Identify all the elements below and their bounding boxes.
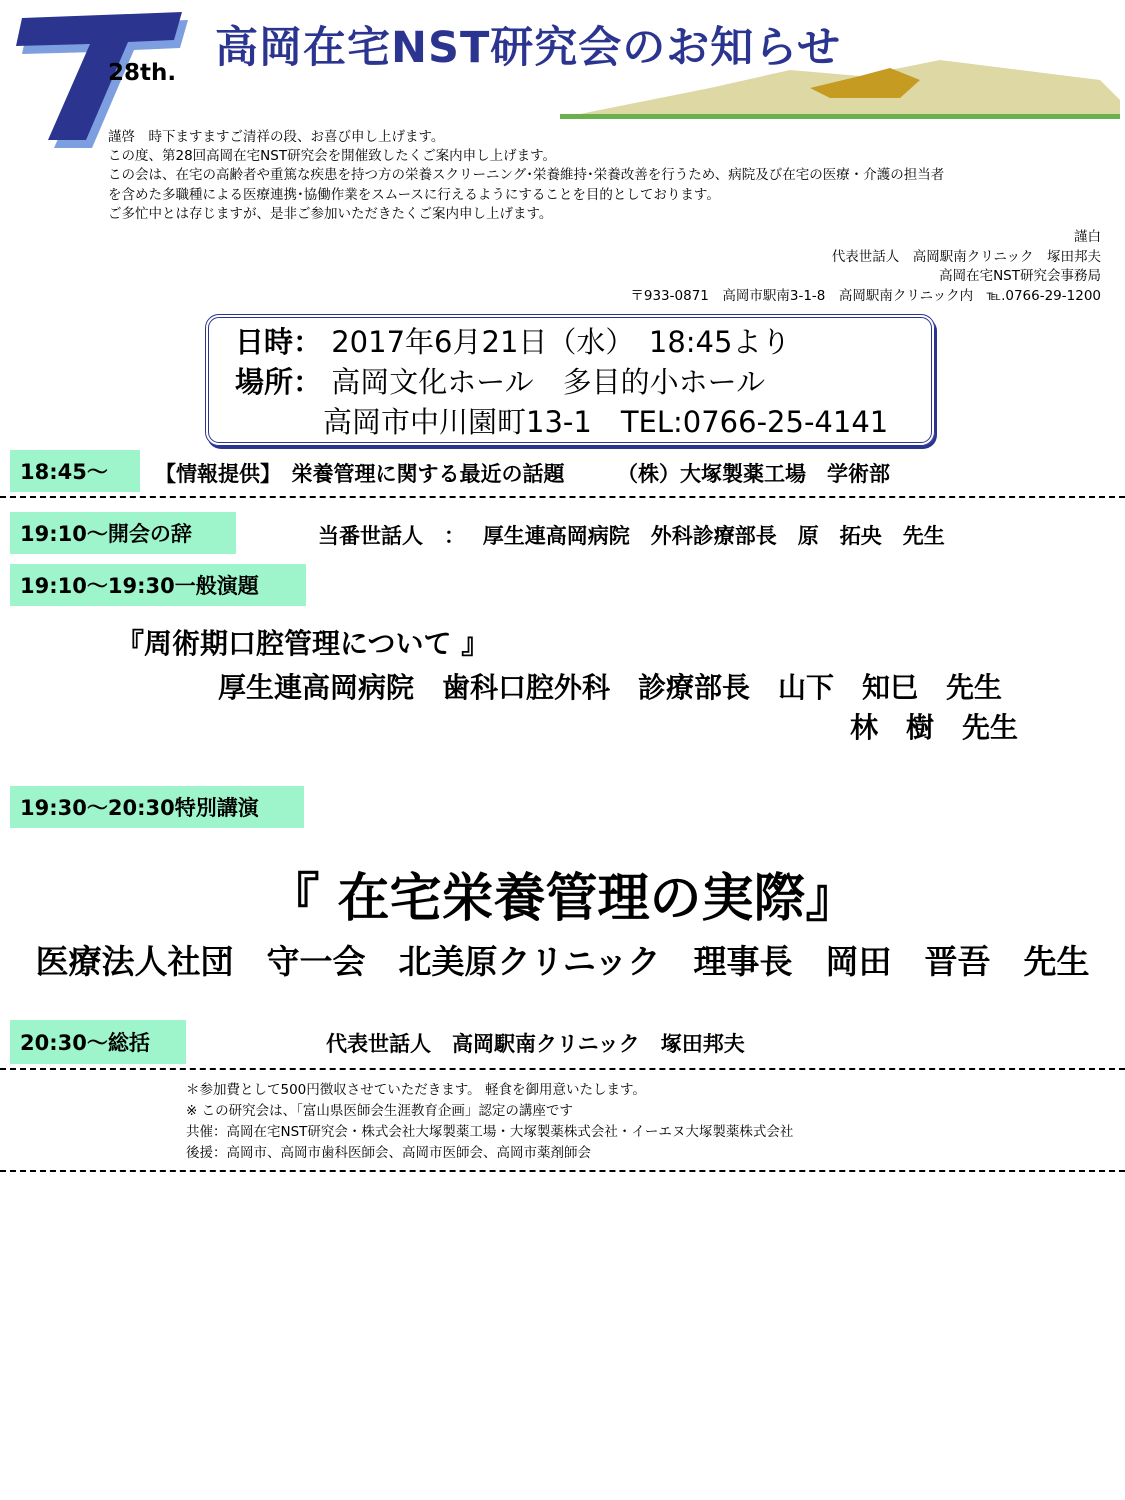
general-presenter: 厚生連高岡病院 歯科口腔外科 診療部長 山下 知巳 先生 — [218, 671, 1003, 704]
date-row — [235, 320, 790, 361]
special-lecture-title: 『 在宅栄養管理の実際』 — [267, 869, 858, 929]
intro-line: ご多忙中とは存じますが、是非ご参加いただきたくご案内申し上げます。 — [108, 205, 553, 222]
info-provision-text: 【情報提供】 栄養管理に関する最近の話題 （株）大塚製薬工場 学術部 — [155, 462, 890, 486]
intro-line: この会は、在宅の高齢者や重篤な疾患を持つ方の栄養スクリーニング･栄養維持･栄養改善を行うため、病院及び在宅の医療・介護の担当者 — [108, 167, 945, 184]
dashed-divider — [0, 1170, 1125, 1172]
address-value: 高岡市中川園町13-1 TEL:0766-25-4141 — [323, 405, 889, 439]
dashed-divider — [0, 1068, 1125, 1070]
event-info-box — [205, 314, 935, 446]
date-value: 2017年6月21日（水） 18:45より — [331, 325, 791, 359]
opening-text: 当番世話人 ： 厚生連高岡病院 外科診療部長 原 拓央 先生 — [318, 524, 945, 548]
time-badge-opening: 19:10～開会の辞 — [10, 512, 236, 554]
sender-representative: 代表世話人 高岡駅南クリニック 塚田邦夫 — [831, 248, 1101, 265]
mountains-illustration — [560, 40, 1120, 125]
general-presenter-2: 林 樹 先生 — [850, 711, 1019, 744]
note-line: ※ この研究会は、「富山県医師会生涯教育企画」認定の講座です — [186, 1103, 573, 1119]
note-line: 共催：高岡在宅NST研究会・株式会社大塚製薬工場・大塚製薬株式会社・イーエヌ大塚製薬株式会社 — [186, 1124, 794, 1140]
place-label: 場所： — [235, 365, 323, 399]
time-badge-summary: 20:30～総括 — [10, 1020, 186, 1064]
time-badge-special: 19:30～20:30特別講演 — [10, 786, 304, 828]
time-badge-info: 18:45～ — [10, 450, 140, 492]
edition-number: 28th. — [108, 60, 177, 86]
footer-notes — [186, 1080, 793, 1164]
intro-line: この度、第28回高岡在宅NST研究会を開催致したくご案内申し上げます。 — [108, 148, 557, 165]
closing-kihaku: 謹白 — [1074, 229, 1101, 245]
place-value: 高岡文化ホール 多目的小ホール — [331, 365, 766, 399]
note-line: ＊参加費として500円徴収させていただきます。 軽食を御用意いたします。 — [186, 1082, 646, 1098]
intro-line: を含めた多職種による医療連携･協働作業をスムースに行えるようにすることを目的としております。 — [108, 186, 720, 203]
date-label: 日時： — [235, 325, 323, 359]
note-line: 後援：高岡市、高岡市歯科医師会、高岡市医師会、高岡市薬剤師会 — [186, 1145, 591, 1161]
summary-text: 代表世話人 高岡駅南クリニック 塚田邦夫 — [326, 1032, 745, 1056]
sender-address: 〒933-0871 高岡市駅南3-1-8 高岡駅南クリニック内 ℡.0766-29-1200 — [630, 287, 1101, 304]
general-presentation-title: 『周術期口腔管理について 』 — [116, 627, 490, 660]
page-title: 高岡在宅NST研究会のお知らせ — [215, 23, 841, 73]
sender-block — [630, 228, 1101, 306]
place-row — [235, 360, 765, 401]
dashed-divider — [0, 496, 1125, 498]
sender-office: 高岡在宅NST研究会事務局 — [939, 268, 1101, 285]
special-lecturer: 医療法人社団 守一会 北美原クリニック 理事長 岡田 晋吾 先生 — [35, 942, 1090, 981]
time-badge-general: 19:10～19:30一般演題 — [10, 564, 306, 606]
intro-paragraph — [108, 128, 944, 224]
intro-line: 謹啓 時下ますますご清祥の段、お喜び申し上げます。 — [108, 129, 445, 145]
